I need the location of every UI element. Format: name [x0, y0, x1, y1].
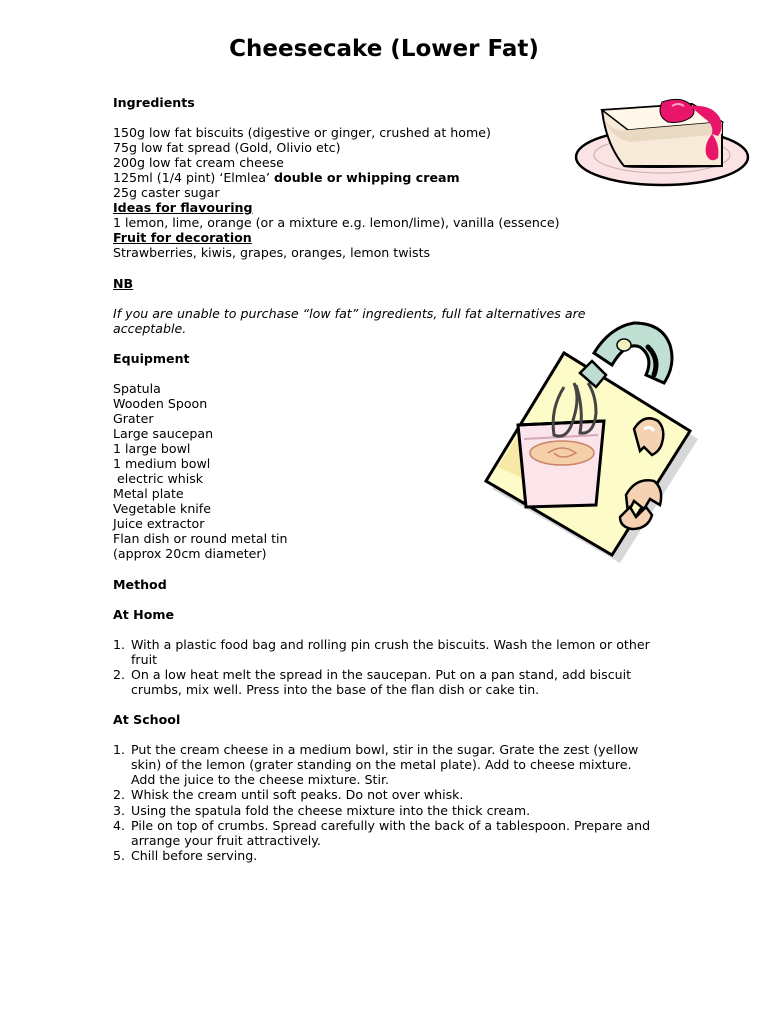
ingredient-cream	[113, 170, 460, 185]
page-title: Cheesecake (Lower Fat)	[229, 36, 539, 62]
ingredient-item: 150g low fat biscuits (digestive or ginger, crushed at home)	[113, 125, 491, 140]
equipment-item: 1 medium bowl	[113, 456, 211, 471]
step-text: arrange your fruit attractively.	[131, 833, 321, 848]
step-number: 4.	[113, 818, 126, 833]
ingredient-cream-prefix: 125ml (1/4 pint) ‘Elmlea’	[113, 170, 275, 185]
step-text: Chill before serving.	[131, 848, 258, 863]
fruit-text: Strawberries, kiwis, grapes, oranges, lemon twists	[113, 245, 431, 260]
step-text: skin) of the lemon (grater standing on the metal plate). Add to cheese mixture.	[131, 757, 632, 772]
equipment-item: Large saucepan	[113, 426, 214, 441]
equipment-item: Vegetable knife	[113, 501, 211, 516]
ingredient-item: 200g low fat cream cheese	[113, 155, 284, 170]
ingredient-item: 25g caster sugar	[113, 185, 220, 200]
step-text: Whisk the cream until soft peaks. Do not over whisk.	[131, 787, 464, 802]
nb-text: acceptable.	[113, 321, 187, 336]
equipment-item: Juice extractor	[113, 516, 205, 531]
nb-heading: NB	[113, 276, 134, 291]
ingredient-cream-bold: double or whipping cream	[274, 170, 460, 185]
step-text: On a low heat melt the spread in the saucepan. Put on a pan stand, add biscuit	[131, 667, 632, 682]
step-number: 1.	[113, 742, 126, 757]
equipment-item: Grater	[113, 411, 154, 426]
equipment-heading: Equipment	[113, 351, 190, 366]
step-text: Add the juice to the cheese mixture. Stir.	[131, 772, 389, 787]
fruit-heading: Fruit for decoration	[113, 230, 252, 245]
at-school-heading: At School	[113, 712, 181, 727]
equipment-item: (approx 20cm diameter)	[113, 546, 267, 561]
step-text: With a plastic food bag and rolling pin crush the biscuits. Wash the lemon or other	[131, 637, 650, 652]
step-number: 1.	[113, 637, 126, 652]
method-heading: Method	[113, 577, 167, 592]
step-number: 2.	[113, 787, 126, 802]
equipment-item: 1 large bowl	[113, 441, 191, 456]
step-number: 2.	[113, 667, 126, 682]
nb-text: If you are unable to purchase “low fat” ingredients, full fat alternatives are	[113, 306, 586, 321]
equipment-item: Flan dish or round metal tin	[113, 531, 288, 546]
flavour-heading: Ideas for flavouring	[113, 200, 253, 215]
step-text: Pile on top of crumbs. Spread carefully with the back of a tablespoon. Prepare and	[131, 818, 651, 833]
step-number: 3.	[113, 803, 126, 818]
at-home-heading: At Home	[113, 607, 175, 622]
equipment-item: Spatula	[113, 381, 161, 396]
ingredients-heading: Ingredients	[113, 95, 195, 110]
step-text: Put the cream cheese in a medium bowl, stir in the sugar. Grate the zest (yellow	[131, 742, 639, 757]
equipment-item: Metal plate	[113, 486, 184, 501]
equipment-item: Wooden Spoon	[113, 396, 208, 411]
step-number: 5.	[113, 848, 126, 863]
step-text: fruit	[131, 652, 158, 667]
flavour-text: 1 lemon, lime, orange (or a mixture e.g. lemon/lime), vanilla (essence)	[113, 215, 560, 230]
electric-mixer-illustration	[484, 317, 706, 567]
ingredient-item: 75g low fat spread (Gold, Olivio etc)	[113, 140, 341, 155]
cheesecake-illustration	[572, 94, 752, 194]
equipment-item: electric whisk	[113, 471, 204, 486]
step-text: crumbs, mix well. Press into the base of the flan dish or cake tin.	[131, 682, 540, 697]
step-text: Using the spatula fold the cheese mixture into the thick cream.	[131, 803, 531, 818]
